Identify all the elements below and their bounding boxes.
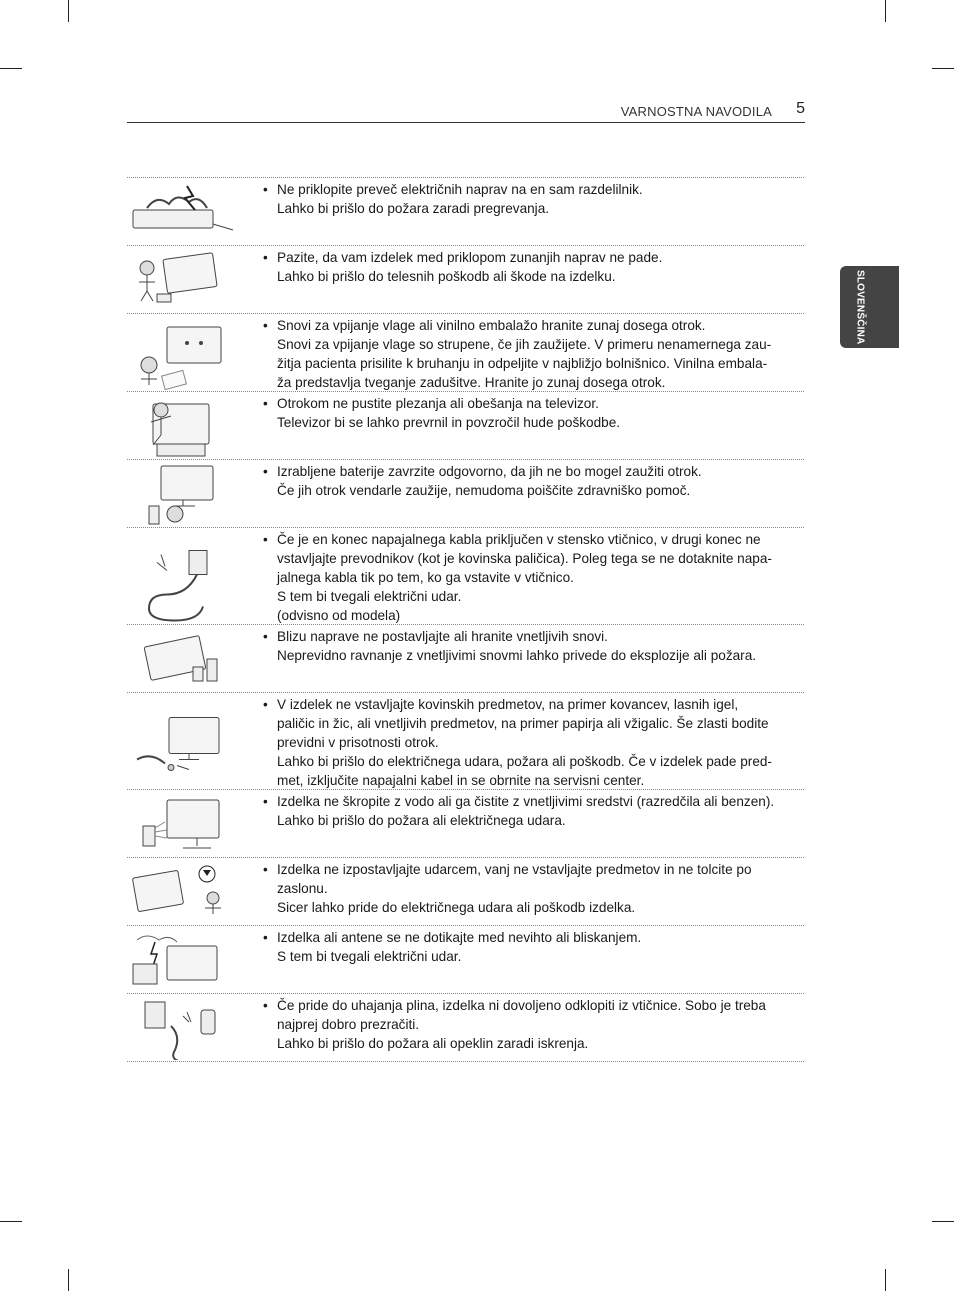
text-line: ža predstavlja tveganje zadušitve. Hranite jo zunaj dosega otrok. <box>277 375 666 390</box>
text-line: Pazite, da vam izdelek med priklopom zunanjih naprav ne pade. <box>277 250 663 265</box>
safety-item-text <box>263 462 793 500</box>
battery-child-icon <box>127 462 239 526</box>
text-line: Izdelka ne izpostavljajte udarcem, vanj ne vstavljajte predmetov in ne tolcite po <box>277 862 752 877</box>
power-cable-plug-icon <box>127 530 239 623</box>
text-line: Sicer lahko pride do električnega udara ali poškodb izdelka. <box>277 900 636 915</box>
safety-item-text <box>263 316 793 392</box>
text-line: Ne priklopite preveč električnih naprav na en sam razdelilnik. <box>277 182 643 197</box>
safety-item <box>127 625 804 693</box>
safety-item-text <box>263 627 793 665</box>
crop-mark <box>932 1221 954 1222</box>
safety-item <box>127 858 804 926</box>
text-line: S tem bi tvegali električni udar. <box>277 949 462 964</box>
text-line: Snovi za vpijanje vlage ali vinilno embalažo hranite zunaj dosega otrok. <box>277 318 706 333</box>
safety-item <box>127 926 804 994</box>
crop-mark <box>0 68 22 69</box>
crop-mark <box>0 1221 22 1222</box>
safety-item <box>127 392 804 460</box>
ball-impact-icon <box>127 860 239 924</box>
metal-objects-icon <box>127 695 239 788</box>
safety-item <box>127 314 804 392</box>
crop-mark <box>68 0 69 22</box>
text-line: Lahko bi prišlo do požara ali opeklin zaradi iskrenja. <box>277 1036 589 1051</box>
safety-instructions-list <box>127 177 804 1062</box>
crop-mark <box>932 68 954 69</box>
text-line: S tem bi tvegali električni udar. <box>277 589 462 604</box>
text-line: Lahko bi prišlo do električnega udara, požara ali poškodb. Če v izdelek pade pred- <box>277 754 772 769</box>
text-line: Snovi za vpijanje vlage so strupene, če jih zaužijete. V primeru nenamernega zau- <box>277 337 772 352</box>
text-line: Če je en konec napajalnega kabla priključen v stensko vtičnico, v drugi konec ne <box>277 532 761 547</box>
safety-item <box>127 994 804 1062</box>
text-line: V izdelek ne vstavljajte kovinskih predmetov, na primer kovancev, lasnih igel, <box>277 697 739 712</box>
safety-item-text <box>263 996 793 1053</box>
safety-item <box>127 246 804 314</box>
text-line: Izdelka ne škropite z vodo ali ga čistite z vnetljivimi sredstvi (razredčila ali benzen). <box>277 794 775 809</box>
bullet-icon: • <box>263 532 268 547</box>
bullet-icon: • <box>263 794 268 809</box>
text-line: najprej dobro prezračiti. <box>277 1017 420 1032</box>
safety-item-text <box>263 530 793 625</box>
safety-item <box>127 790 804 858</box>
bullet-icon: • <box>263 697 268 712</box>
safety-item-text <box>263 180 793 218</box>
text-line: Izrabljene baterije zavrzite odgovorno, da jih ne bo mogel zaužiti otrok. <box>277 464 702 479</box>
bullet-icon: • <box>263 318 268 333</box>
water-spray-icon <box>127 792 239 856</box>
safety-item <box>127 178 804 246</box>
bullet-icon: • <box>263 930 268 945</box>
text-line: Če pride do uhajanja plina, izdelka ni dovoljeno odklopiti iz vtičnice. Sobo je treba <box>277 998 766 1013</box>
bullet-icon: • <box>263 998 268 1013</box>
bullet-icon: • <box>263 464 268 479</box>
crop-mark <box>885 0 886 22</box>
safety-item-text <box>263 695 793 790</box>
bullet-icon: • <box>263 862 268 877</box>
text-line: (odvisno od modela) <box>277 608 401 623</box>
lightning-storm-icon <box>127 928 239 992</box>
text-line: Lahko bi prišlo do telesnih poškodb ali škode na izdelku. <box>277 269 616 284</box>
text-line: paličic in žic, ali vnetljivih predmetov, na primer papirja ali vžigalic. Še zlasti bodite <box>277 716 769 731</box>
bullet-icon: • <box>263 250 268 265</box>
text-line: zaslonu. <box>277 881 328 896</box>
page-number: 5 <box>796 100 805 117</box>
safety-item <box>127 693 804 790</box>
text-line: Televizor bi se lahko prevrnil in povzročil hude poškodbe. <box>277 415 621 430</box>
text-line: Lahko bi prišlo do požara ali električnega udara. <box>277 813 566 828</box>
section-title: VARNOSTNA NAVODILA <box>620 104 772 119</box>
gas-leak-icon <box>127 996 239 1060</box>
safety-item-text <box>263 394 793 432</box>
text-line: Izdelka ali antene se ne dotikajte med nevihto ali bliskanjem. <box>277 930 642 945</box>
safety-item-text <box>263 248 793 286</box>
page-header <box>127 100 805 123</box>
text-line: Neprevidno ravnanje z vnetljivimi snovmi lahko privede do eksplozije ali požara. <box>277 648 757 663</box>
safety-item-text <box>263 928 793 966</box>
crop-mark <box>885 1269 886 1291</box>
flammable-spray-icon <box>127 627 239 691</box>
text-line: Otrokom ne pustite plezanja ali obešanja na televizor. <box>277 396 599 411</box>
text-line: met, izključite napajalni kabel in se obrnite na servisni center. <box>277 773 645 788</box>
language-tab <box>840 266 899 348</box>
bullet-icon: • <box>263 629 268 644</box>
text-line: jalnega kabla tik po tem, ko ga vstavite v vtičnico. <box>277 570 574 585</box>
tv-falling-child-icon <box>127 248 239 312</box>
text-line: Lahko bi prišlo do požara zaradi pregrevanja. <box>277 201 550 216</box>
power-strip-overload-icon <box>127 180 239 244</box>
text-line: Če jih otrok vendarle zaužije, nemudoma poiščite zdravniško pomoč. <box>277 483 691 498</box>
bullet-icon: • <box>263 396 268 411</box>
safety-item-text <box>263 792 793 830</box>
text-line: vstavljajte prevodnikov (kot je kovinska paličica). Poleg tega se ne dotaknite napa- <box>277 551 772 566</box>
bullet-icon: • <box>263 182 268 197</box>
language-tab-label: SLOVENŠČINA <box>854 269 866 345</box>
safety-item-text <box>263 860 793 917</box>
child-packaging-icon <box>127 316 239 390</box>
text-line: žitja pacienta prisilite k bruhanju in odpeljite v najbližjo bolnišnico. Vinilna embala- <box>277 356 768 371</box>
text-line: Blizu naprave ne postavljajte ali hranite vnetljivih snovi. <box>277 629 608 644</box>
crop-mark <box>68 1269 69 1291</box>
safety-item <box>127 460 804 528</box>
text-line: previdni v prisotnosti otrok. <box>277 735 439 750</box>
safety-item <box>127 528 804 625</box>
child-climbing-tv-icon <box>127 394 239 458</box>
